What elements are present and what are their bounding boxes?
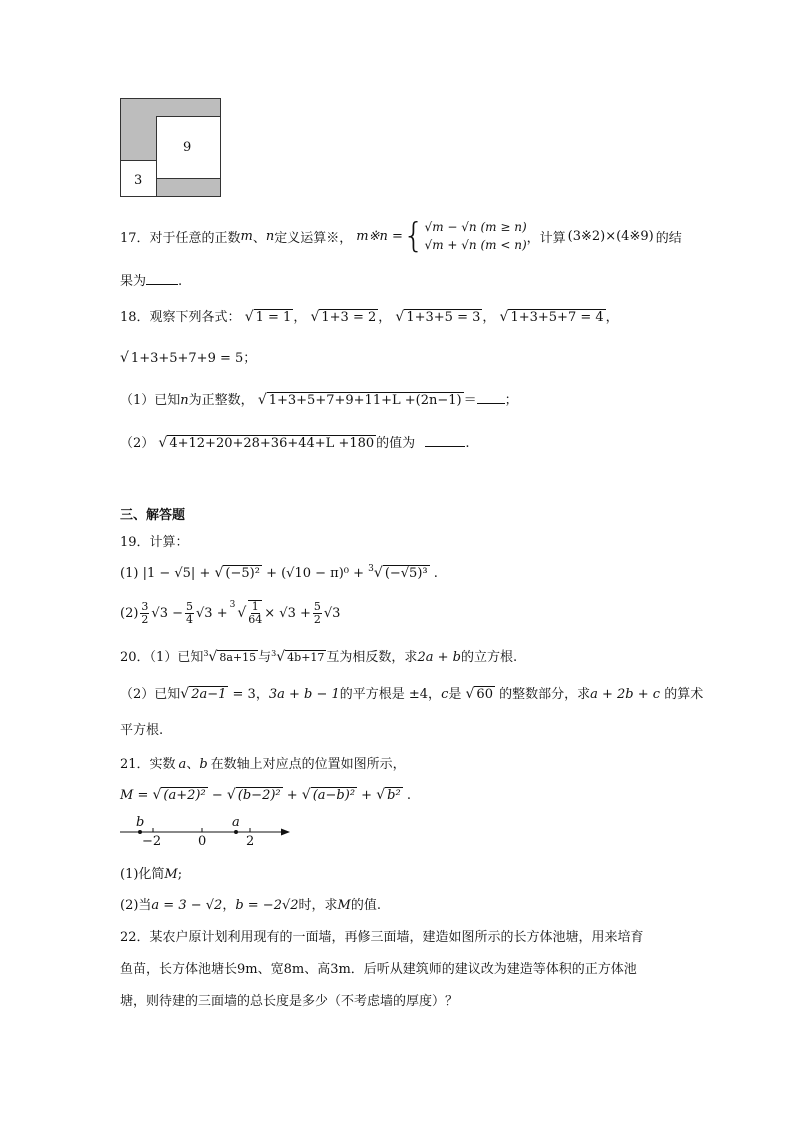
q21-lead: 21．实数 bbox=[120, 757, 176, 772]
q21-var-b: b bbox=[199, 757, 208, 772]
q20-p2-c-var: c bbox=[441, 687, 449, 702]
q21-p2-var: M bbox=[337, 898, 351, 913]
tick-label-2: 2 bbox=[246, 834, 255, 849]
q17-case1-cond: (m ≥ n) bbox=[480, 220, 527, 234]
q21-r4: b² bbox=[387, 788, 401, 803]
q19-p2-frac3-num: 1 bbox=[251, 600, 259, 613]
q19-p2-frac4-den: 2 bbox=[313, 612, 321, 626]
q20-p2-eq: = 3， bbox=[232, 687, 269, 702]
q21-m-eq: M = bbox=[120, 788, 149, 803]
q20-p1-r2: 4b+17 bbox=[287, 651, 325, 664]
tick-label-0: 0 bbox=[198, 834, 207, 849]
q20-p1-b: 互为相反数，求 bbox=[326, 650, 418, 665]
square-figure bbox=[120, 98, 221, 197]
q21-part1 bbox=[120, 863, 182, 882]
q18-p2-prefix: （2） bbox=[120, 436, 155, 451]
q22-line1: 22．某农户原计划利用现有的一面墙，再修三面墙，建造如图所示的长方体池塘，用来培育 bbox=[120, 930, 644, 945]
q20-p2-expr2: a + 2b + c bbox=[590, 687, 661, 702]
q18-part1: （1）已知n为正整数， √ 1+3+5+7+9+11+L +(2n−1) ＝ ； bbox=[120, 392, 518, 408]
q20-p2-expr: 3a + b − 1 bbox=[268, 687, 340, 702]
q18-p1-text: 为正整数， bbox=[188, 393, 254, 408]
q20-p1-expr: 2a + b bbox=[417, 650, 461, 665]
q21-p2-c: 的值. bbox=[350, 898, 381, 913]
q22-line3: 塘，则待建的三面墙的总长度是多少（不考虑墙的厚度）？ bbox=[120, 994, 459, 1009]
q18-p1-blank bbox=[477, 402, 505, 404]
q21-r2: (b−2)² bbox=[237, 788, 281, 803]
q18-p1-n: n bbox=[180, 393, 189, 408]
q20-p1-a: 20．（1）已知 bbox=[120, 650, 204, 665]
q20-p1-r1: 8a+15 bbox=[219, 651, 257, 664]
axis-arrow-icon bbox=[281, 829, 290, 836]
q19-p2-frac2 bbox=[185, 601, 194, 626]
q21-lead2: 在数轴上对应点的位置如图所示， bbox=[210, 757, 406, 772]
q17-case2 bbox=[425, 236, 527, 254]
q21-sep: 、 bbox=[186, 757, 200, 772]
q19-p1-b: (−5)² bbox=[225, 566, 260, 581]
tick-label-neg2: −2 bbox=[142, 834, 162, 849]
q17-answer-blank bbox=[146, 283, 178, 285]
q18-item-3-text: 1+3+5 = 3 bbox=[406, 310, 481, 325]
q19-p2-frac1 bbox=[140, 601, 149, 626]
q17-cases bbox=[425, 218, 527, 254]
q19-p1-label: (1) bbox=[120, 566, 139, 581]
q18-item-4-text: 1+3+5+7 = 4 bbox=[510, 310, 604, 325]
q21-line1 bbox=[120, 753, 406, 772]
q18-p1-rad: 1+3+5+7+9+11+L +(2n−1) bbox=[268, 393, 462, 408]
q20-part2-line2: 平方根. bbox=[120, 723, 164, 738]
q20-p1-c: 的立方根. bbox=[460, 650, 518, 665]
q20-p2-c: 是 bbox=[448, 687, 462, 702]
q18-p2-blank bbox=[425, 445, 465, 447]
q17-calc-prefix: ，计算 bbox=[526, 230, 566, 246]
q19-lead: 19．计算： bbox=[120, 535, 189, 550]
q19-p2-t1: √3 − bbox=[151, 605, 184, 621]
q19-p2-frac4-num: 5 bbox=[313, 599, 321, 613]
q19-p2-frac4 bbox=[313, 601, 322, 626]
point-a-label: a bbox=[232, 815, 240, 830]
q20-p2-r60: 60 bbox=[476, 687, 493, 702]
q20-p2-r: 2a−1 bbox=[191, 687, 227, 702]
q20-p2-e: 的算术 bbox=[664, 687, 704, 702]
q20-p2-b: 的平方根是 ±4， bbox=[339, 687, 442, 702]
q18-item-1: √ 1 = 1 ， bbox=[244, 309, 307, 325]
q21-var-a: a bbox=[178, 757, 187, 772]
q17-var-n: n bbox=[265, 228, 275, 244]
q20-part2: （2）已知√ 2a−1 = 3，3a + b − 1的平方根是 ±4，c是 √ 60 的整数部分，求a + 2b + c 的算术 bbox=[120, 686, 704, 702]
q18-line2: √ 1+3+5+7+9 = 5； bbox=[120, 350, 257, 366]
q19-p2-frac1-den: 2 bbox=[141, 612, 149, 626]
q18-p1-eq: ＝ bbox=[463, 393, 477, 408]
q18-p2-text: 的值为 bbox=[376, 436, 416, 451]
q18-p2-rad: 4+12+20+28+36+44+L +180 bbox=[169, 436, 375, 451]
q18-item-2-text: 1+3 = 2 bbox=[321, 310, 377, 325]
q18-item-4: √ 1+3+5+7 = 4 ， bbox=[499, 309, 619, 325]
q21-end: . bbox=[406, 788, 411, 803]
big-square-label: 9 bbox=[183, 140, 192, 155]
q18-p2-end: . bbox=[465, 436, 470, 451]
q21-p1-var: M bbox=[164, 867, 178, 882]
q20-p1-mid: 与 bbox=[258, 650, 272, 665]
q19-p2-t2: √3 + bbox=[196, 605, 228, 621]
q19-p2-frac1-num: 3 bbox=[141, 599, 149, 613]
q19-p1-end: . bbox=[433, 566, 438, 581]
q18-p1-end: ； bbox=[504, 393, 518, 408]
q17-case2-expr: √m + √n bbox=[424, 238, 477, 252]
q17-suffix: 的结 bbox=[655, 230, 682, 246]
q18-part2: （2） √ 4+12+20+28+36+44+L +180 的值为 . bbox=[120, 435, 470, 451]
q17-case1-expr: √m − √n bbox=[424, 220, 477, 234]
q18-item-5: 1+3+5+7+9 = 5； bbox=[130, 351, 257, 366]
section-3-title: 三、解答题 bbox=[120, 508, 186, 523]
q17-brace: { bbox=[402, 216, 425, 256]
q17-var-m: m bbox=[240, 228, 253, 244]
q21-r1: (a+2)² bbox=[163, 788, 206, 803]
point-b-label: b bbox=[136, 815, 145, 830]
q21-p2-expr1: a = 3 − √2 bbox=[151, 898, 223, 913]
q19-p2-label: (2) bbox=[120, 605, 139, 621]
q17-sep: 、 bbox=[252, 230, 266, 246]
q18-p1-prefix: （1）已知 bbox=[120, 393, 181, 408]
q21-p2-a: (2)当 bbox=[120, 898, 152, 913]
small-square-label: 3 bbox=[134, 173, 143, 188]
q18-item-3: √ 1+3+5 = 3 ， bbox=[395, 309, 496, 325]
q21-formula: M = √ (a+2)² − √ (b−2)² + √ (a−b)² + √ b² . bbox=[120, 787, 411, 803]
q21-p1-end: ; bbox=[177, 867, 183, 882]
q18-lead: 18．观察下列各式： bbox=[120, 310, 241, 325]
q21-p2-b: 时，求 bbox=[298, 898, 338, 913]
q17-lead: 17．对于任意的正数 bbox=[120, 230, 241, 246]
q18-line1 bbox=[120, 306, 619, 325]
q18-item-2: √ 1+3 = 2 ， bbox=[310, 309, 392, 325]
q19-part1: (1) |1 − √5| + √ (−5)² + (√10 − π)⁰ + $^3$√ (−√5)³ . bbox=[120, 564, 438, 581]
q19-p2-frac2-num: 5 bbox=[186, 599, 194, 613]
q21-r3: (a−b)² bbox=[312, 788, 356, 803]
point-a bbox=[234, 830, 238, 834]
q20-part1: 20．（1）已知$^3$√ 8a+15 与$^3$√ 4b+17 互为相反数，求2a + b的立方根. bbox=[120, 649, 518, 665]
q18-item-1-text: 1 = 1 bbox=[255, 310, 292, 325]
q17-line2 bbox=[120, 270, 182, 289]
q21-p2-comma: ， bbox=[222, 898, 236, 913]
q17-line1 bbox=[120, 213, 682, 259]
q17-case1 bbox=[425, 218, 527, 236]
q19-p2-frac3 bbox=[248, 600, 262, 626]
q17-case2-cond: (m < n) bbox=[480, 238, 527, 252]
q20-p2-d: 的整数部分，求 bbox=[499, 687, 591, 702]
q19-p1-a: |1 − √5| + bbox=[142, 566, 211, 581]
q21-p1: (1)化简 bbox=[120, 867, 165, 882]
q17-end: . bbox=[178, 274, 183, 289]
q19-p2-t3: × √3 + bbox=[264, 605, 311, 621]
q17-op: m※n = bbox=[356, 228, 403, 244]
q19-part2: (2) $\frac{3}{2}$ √3 − $\frac{5}{4}$ √3 + 3 √ $\frac{1}{64}$ × √3 + $\frac{5}{2}$ √3 bbox=[120, 599, 341, 626]
q21-p2-expr2: b = −2√2 bbox=[235, 898, 299, 913]
q19-p1-c: + (√10 − π)⁰ + bbox=[266, 566, 365, 581]
q17-after: 定义运算※， bbox=[274, 230, 353, 246]
q21-part2 bbox=[120, 894, 381, 913]
q22-line2: 鱼苗，长方体池塘长9m、宽8m、高3m．后听从建筑师的建议改为建造等体积的正方体池 bbox=[120, 962, 637, 977]
q20-p2-a: （2）已知 bbox=[120, 687, 181, 702]
q19-p2-frac3-den: 64 bbox=[248, 613, 263, 626]
q19-p2-frac2-den: 4 bbox=[186, 612, 194, 626]
number-line bbox=[118, 816, 298, 850]
q19-p1-d: (−√5)³ bbox=[384, 566, 428, 581]
q17-calc-expr: (3※2)×(4※9) bbox=[567, 228, 654, 244]
q17-line2-text: 果为 bbox=[120, 274, 147, 289]
q19-p2-t4: √3 bbox=[323, 605, 341, 621]
